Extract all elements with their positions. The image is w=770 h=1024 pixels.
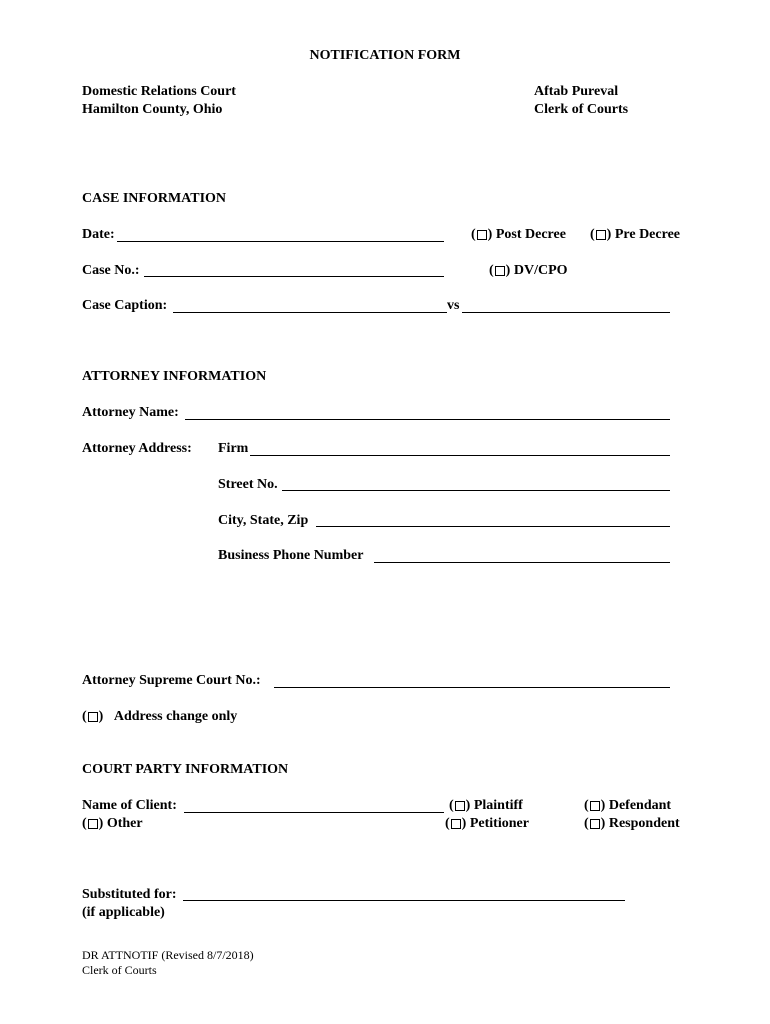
attorney-name-label: Attorney Name: <box>82 405 179 420</box>
case-no-field[interactable] <box>144 276 444 277</box>
vs-label: vs <box>447 298 460 313</box>
dvcpo-option[interactable]: ( ) DV/CPO <box>489 263 568 278</box>
case-caption-field-2[interactable] <box>462 312 670 313</box>
defendant-option[interactable]: ( ) Defendant <box>584 798 672 813</box>
case-caption-field-1[interactable] <box>173 312 447 313</box>
address-change-label: Address change only <box>113 709 238 724</box>
defendant-label: Defendant <box>608 798 672 813</box>
phone-label: Business Phone Number <box>218 548 364 563</box>
pre-decree-option[interactable]: ( ) Pre Decree <box>590 227 680 242</box>
attorney-address-label: Attorney Address: <box>82 441 192 456</box>
dvcpo-checkbox[interactable] <box>495 266 505 276</box>
firm-field[interactable] <box>250 455 670 456</box>
date-field[interactable] <box>117 241 444 242</box>
case-no-label: Case No.: <box>82 263 140 278</box>
defendant-checkbox[interactable] <box>590 801 600 811</box>
plaintiff-checkbox[interactable] <box>455 801 465 811</box>
footer-office: Clerk of Courts <box>82 963 157 977</box>
substituted-label: Substituted for: <box>82 887 177 902</box>
firm-label: Firm <box>218 441 249 456</box>
clerk-name: Aftab Pureval <box>534 84 619 99</box>
form-id: DR ATTNOTIF (Revised 8/7/2018) <box>82 948 254 962</box>
address-change-checkbox[interactable] <box>88 712 98 722</box>
client-name-field[interactable] <box>184 812 444 813</box>
case-caption-label: Case Caption: <box>82 298 168 313</box>
other-checkbox[interactable] <box>88 819 98 829</box>
attorney-name-field[interactable] <box>185 419 670 420</box>
other-label: Other <box>106 816 143 831</box>
petitioner-label: Petitioner <box>469 816 529 831</box>
case-info-heading: CASE INFORMATION <box>82 191 227 206</box>
form-title: NOTIFICATION FORM <box>309 48 461 63</box>
party-info-heading: COURT PARTY INFORMATION <box>82 762 289 777</box>
street-label: Street No. <box>218 477 278 492</box>
pre-decree-checkbox[interactable] <box>596 230 606 240</box>
respondent-checkbox[interactable] <box>590 819 600 829</box>
substituted-field[interactable] <box>183 900 625 901</box>
city-field[interactable] <box>316 526 670 527</box>
court-county: Hamilton County, Ohio <box>82 102 223 117</box>
post-decree-option[interactable]: ( ) Post Decree <box>471 227 566 242</box>
supreme-court-field[interactable] <box>274 687 670 688</box>
petitioner-option[interactable]: ( ) Petitioner <box>445 816 529 831</box>
address-change-option[interactable]: ( ) Address change only <box>82 709 238 724</box>
street-field[interactable] <box>282 490 670 491</box>
if-applicable-label: (if applicable) <box>82 905 165 920</box>
clerk-title: Clerk of Courts <box>534 102 629 117</box>
plaintiff-option[interactable]: ( ) Plaintiff <box>449 798 523 813</box>
court-name: Domestic Relations Court <box>82 84 236 99</box>
dvcpo-label: DV/CPO <box>513 263 568 278</box>
other-option[interactable]: ( ) Other <box>82 816 143 831</box>
pre-decree-label: Pre Decree <box>614 227 680 242</box>
attorney-info-heading: ATTORNEY INFORMATION <box>82 369 267 384</box>
client-name-label: Name of Client: <box>82 798 177 813</box>
post-decree-checkbox[interactable] <box>477 230 487 240</box>
supreme-court-label: Attorney Supreme Court No.: <box>82 673 261 688</box>
respondent-option[interactable]: ( ) Respondent <box>584 816 680 831</box>
post-decree-label: Post Decree <box>495 227 566 242</box>
plaintiff-label: Plaintiff <box>473 798 523 813</box>
respondent-label: Respondent <box>608 816 680 831</box>
phone-field[interactable] <box>374 562 670 563</box>
petitioner-checkbox[interactable] <box>451 819 461 829</box>
date-label: Date: <box>82 227 115 242</box>
city-label: City, State, Zip <box>218 513 309 528</box>
